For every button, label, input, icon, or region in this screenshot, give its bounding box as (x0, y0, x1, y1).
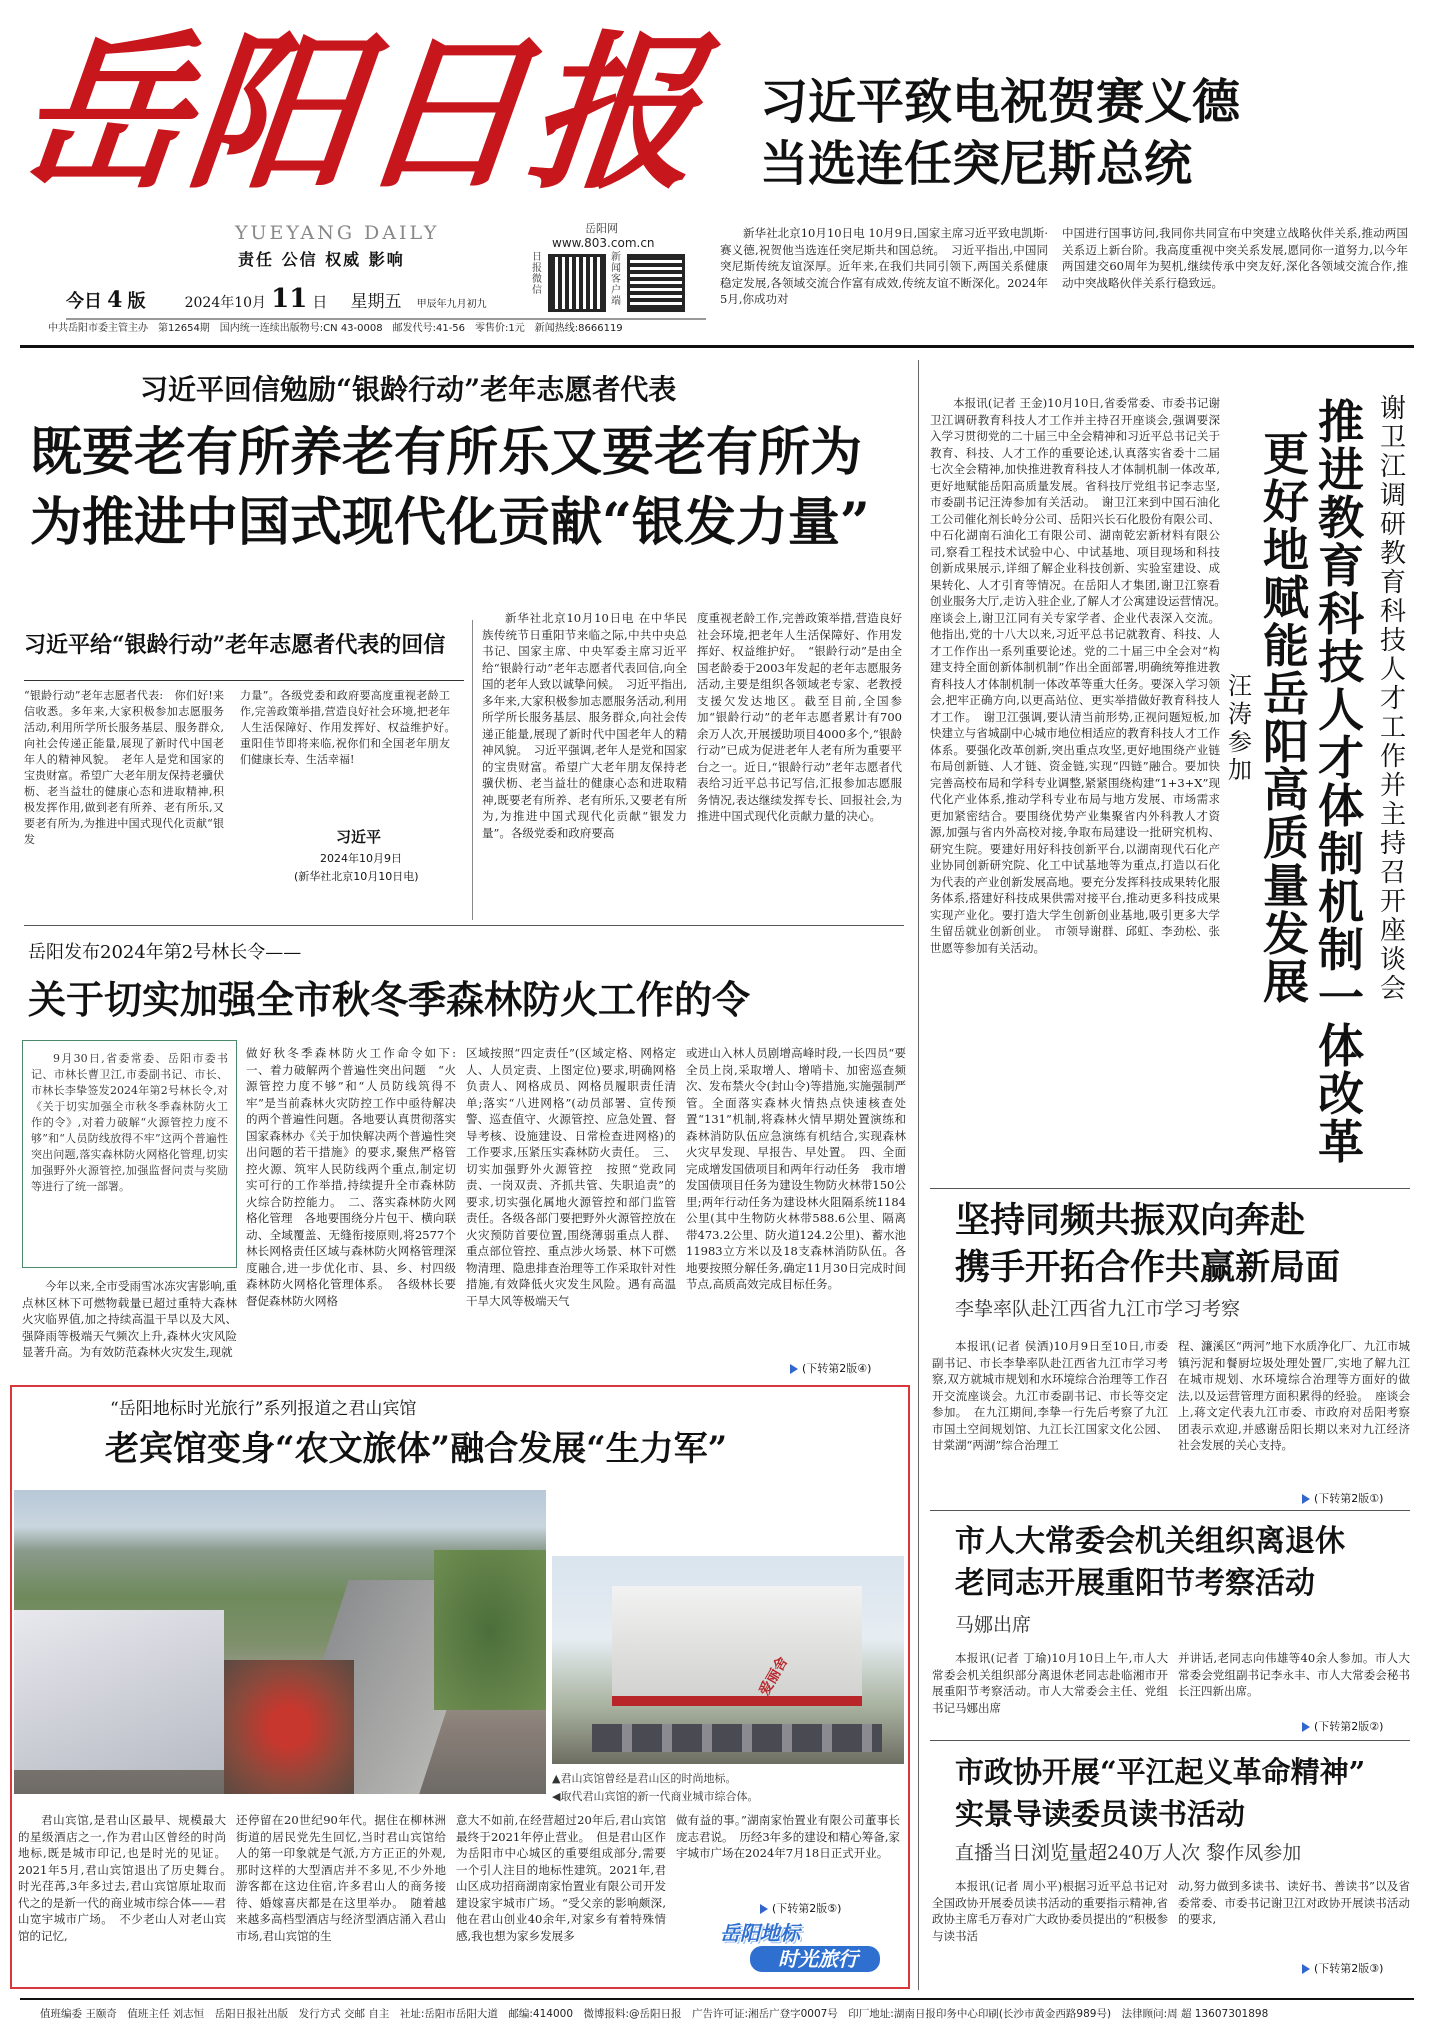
hotel-building (612, 1586, 862, 1706)
feature-caption-2: ◀取代君山宾馆的新一代商业城市综合体。 (552, 1790, 759, 1803)
footer-rule (20, 1998, 1414, 2000)
npc-continue[interactable] (1302, 1718, 1383, 1734)
cppcc-sub: 直播当日浏览量超240万人次 黎作凤参加 (955, 1842, 1302, 1864)
site-label: 岳阳网 (585, 222, 618, 235)
cppcc-title-2: 实景导读委员读书活动 (955, 1797, 1246, 1831)
npc-continue-label: (下转第2版②) (1314, 1720, 1384, 1733)
coop-continue-label: (下转第2版①) (1314, 1492, 1384, 1505)
letter-signature: 习近平 (336, 828, 382, 846)
letter-col2: 力量”。各级党委和政府要高度重视老龄工作,完善政策举措,营造良好社会环境,把老年人生活保障好、作用发挥好、权益维护好。 重阳佳节即将来临,祝你们和全国老年朋友们健康长寿、生活幸福! (240, 689, 461, 766)
cppcc-title-1: 市政协开展“平江起义革命精神” (955, 1755, 1366, 1789)
npc-title-1: 市人大常委会机关组织离退休 (955, 1524, 1345, 1559)
qr-label-weixin: 日报微信 (532, 252, 542, 296)
feature-col2: 还停留在20世纪90年代。据住在柳林洲街道的居民党先生回忆,当时君山宾馆给人的第一印象就是气派,方方正正的外观,那时这样的大型酒店并不多见,不少外地游客都在这边住宿,许多君山人的商务接待、婚嫁喜庆都是在这里举办。 随着越来越多高档型酒店与经济型酒店涌入君山市场,君山宾馆的生 (236, 1813, 446, 1943)
lead-kicker: 习近平回信勉励“银龄行动”老年志愿者代表 (140, 373, 677, 406)
coop-continue[interactable] (1302, 1490, 1383, 1506)
forest-col3: 区域按照“四定责任”(区域定格、网格定人、人员定责、上图定位)要求,明确网格负责人、网格成员、网格员履职责任清单;落实“八进网格”(动员部署、宣传预警、巡查值守、火源管控、应急处置、督导考核、设施建设、日常检查进网格)的工作要求,压紧压实森林防火责任。 三、切实加强野外火源管控 按照“党政同责、一岗双责、齐抓共管、失职追责”的要求,切实强化属地火源管控和部门监管责任。各级各部门要把野外火源管控放在火灾预防首要位置,围绕薄弱重点人群、重点部位管控、重点涉火场景、林下可燃物清理、隐患排查治理等工作采取针对性措施,有效降低火灾发生风险。遇有高温干旱大风等极端天气 (466, 1046, 676, 1308)
lead-col1: 新华社北京10月10日电 在中华民族传统节日重阳节来临之际,中共中央总书记、国家主席、中央军委主席习近平给“银龄行动”老年志愿者代表回信,向全国的老年人致以诚挚问候。 习近平指出,多年来,大家积极参加志愿服务活动,利用所学所长服务基层、服务群众,向社会传递正能量,展现了新时代中国老年人的精神风貌。 习近平强调,老年人是党和国家的宝贵财富。希望广大老年朋友保持老骥伏枥、老当益壮的健康心态和进取精神,既要老有所养、老有所乐,又要老有所为,为推进中国式现代化贡献“银发力量”。各级党委和政府要高 (482, 611, 687, 840)
letter-rule (24, 680, 464, 681)
npc-col1: 本报讯(记者 丁瑜)10月10日上午,市人大常委会机关组织部分离退休老同志赴临湘市开展重阳节考察活动。市人大常委会主任、党组书记马娜出席 (932, 1651, 1168, 1715)
forest-col4: 或进山入林人员剧增高峰时段,一长四员“要全员上岗,采取增人、增哨卡、加密巡查频次、发布禁火令(封山令)等措施,实施强制严管。全面落实森林火情热点快速核查处置“131”机制,将森林火情早期处置演练和森林消防队伍应急演练有机结合,实现森林火灾早发现、早报告、早处置。 四、全面完成增发国债项目和两年行动任务 我市增发国债项目任务为建设生物防火林带150公里;两年行动任务为建设林火阻隔系统1184公里(其中生物防火林带588.6公里、隔离带473.2公里、防火道124.2公里)、蓄水池11983立方米以及18支森林消防队伍。各地要按照分解任务,确定11月30日完成时间节点,高质高效完成目标任务。 (686, 1046, 906, 1291)
lead-column-rule (472, 620, 473, 920)
forest-box (22, 1040, 237, 1268)
continue-arrow-icon (790, 1364, 798, 1374)
right-story-title-2: 更好地赋能岳阳高质量发展 (1263, 427, 1309, 1009)
cppcc-continue-label: (下转第2版③) (1314, 1962, 1384, 1975)
npc-col2: 并讲话,老同志向伟雄等40余人参加。市人大常委会党组副书记李永丰、市人大常委会秘书长汪四新出席。 (1178, 1651, 1410, 1698)
lead-title-2: 为推进中国式现代化贡献“银发力量” (30, 492, 870, 553)
qr-code-client[interactable] (627, 254, 685, 312)
feature-title: 老宾馆变身“农文旅体”融合发展“生力军” (105, 1429, 728, 1469)
site-url[interactable]: www.803.com.cn (552, 236, 655, 250)
npc-sub: 马娜出席 (955, 1614, 1032, 1636)
masthead (0, 0, 1434, 345)
npc-bottom-rule (930, 1740, 1410, 1741)
top-story-title-1: 习近平致电祝贺赛义德 (760, 74, 1241, 130)
forest-col2: 做好秋冬季森林防火工作命令如下: 一、着力破解两个普遍性突出问题 “火源管控力度不够”和“人员防线筑得不牢”是当前森林火灾防控工作中亟待解决的两个普遍性问题。各地要认真贯彻落实国家森林办《关于加快解决两个普遍性突出问题的若干措施》的要求,聚焦严格管控火源、筑牢人民防线两个重点,制定切实可行的工作举措,持续提升全市森林防火综合防控能力。 二、落实森林防火网格化管理 各地要围绕分片包干、横向联动、全域覆盖、无缝衔接原则,将2577个林长网格责任区域与森林防火网格管理深度融合,进一步优化市、县、乡、村四级森林防火网格化管理体系。 各级林长要督促森林防火网格 (246, 1046, 468, 1308)
brand-line-2: 时光旅行 (750, 1946, 880, 1972)
aerial-crowd (224, 1660, 354, 1794)
brand-line-1: 岳阳地标 (720, 1921, 800, 1945)
right-story-col-top: 本报讯(记者 王金)10月10日,省委常委、市委书记谢卫江调研教育科技人才工作并主持召开座谈会,强调要深入学习贯彻党的二十届三中全会精神和习近平总书记关于教育、科技、人才工作的重要论述,认真落实省委十二届七次全会精神,加快推进教育科技人才体制机制一体改革,更好地赋能岳阳高质量发展。省科技厅党组书记李志坚,市委副书记汪涛参加有关活动。 谢卫江来到中国石油化工公司催化剂长岭分公司、岳阳兴长石化股份有限公司、中石化湖南石油化工有限公司、湖南乾宏新材料有限公司,察看工程技术试验中心、中试基地、项目现场和科技创新成果展示,详细了解企业科技创新、实验室建设、成果转化、人才引育等情况。在岳阳人才集团,谢卫江察看创业服务大厅,走访入驻企业,了解人才公寓建设运营情况。 座谈会上,谢卫江同有关专家学者、企业代表深入交流。他指出,党的十八大以来,习近平总书记就教育、科技、人才工作作出一系列重要论述。党的二十届三中全会对“构建支持全面创新体制机制”作出全面部署,明确统筹推进教育科技人才体制机制一体改革等重大任务。要深入学习领会,把牢正确方向,以更高站位、更实举措做好教育科技人才工作。 谢卫江强调,要认清当前形势,正视问题短板,加快建立与省城副中心城市地位相适应的教育科技人才工作体系。要强化改革创新,突出重点攻坚,更好地围绕产业链布局创新链、人才链、资金链,实现“四链”融合。要加快完善高校布局和学科专业调整,紧紧围绕构建“1+3+X”现代化产业体系,推动学科专业布局与地方发展、市场需求更加紧密结合。要围绕优势产业集聚省内外科教人才资源,加强与省内外高校对接,争取布局建设一批研究机构、研究生院。要建好用好科技创新平台,以湖南现代石化产业协同创新研究院、化工中试基地等为重点,打造以石化为代表的产业创新发展高地。要充分发挥科技成果转化服务体系,搭建好科技成果供需对接平台,推动更多科技成果实现产业化。要打造大学生创新创业基地,吸引更多大学生留岳就业创新创业。 市领导谢群、邱虹、李劲松、张世愿等参加有关活动。 (930, 396, 1232, 955)
publisher-line: 中共岳阳市委主管主办 第12654期 国内统一连续出版物号:CN 43-0008 邮发代号:41-56 零售价:1元 新闻热线:8666119 (48, 323, 623, 334)
weekday: 星期五 (350, 292, 402, 312)
top-story-col1: 新华社北京10月10日电 10月9日,国家主席习近平致电凯斯·赛义德,祝贺他当选连任突尼斯共和国总统。 习近平指出,中国同突尼斯传统友谊深厚。近年来,在我们共同引领下,两国关系健康稳定发展,各领域交流合作富有成效,传统友谊不断深化。2024年5月,你成功对 (720, 226, 1048, 306)
coop-title-1: 坚持同频共振双向奔赴 (955, 1200, 1306, 1241)
date-year-month: 2024年10月 (184, 295, 267, 311)
right-story-sub: 汪涛参加 (1228, 672, 1252, 784)
feature-aerial-photo (14, 1490, 546, 1794)
date-bar (66, 284, 487, 314)
masthead-bottom-rule (20, 345, 1414, 348)
forest-kicker: 岳阳发布2024年第2号林长令—— (28, 942, 302, 963)
date-day-suffix: 日 (312, 293, 328, 311)
top-story-col2: 中国进行国事访问,我同你共同宣布中突建立战略伙伴关系,推动两国关系迈上新台阶。我高度重视中突关系发展,愿同你一道努力,以今年两国建交60周年为契机,继续传承中突友好,深化各领域交流合作,推动中突战略伙伴关系行稳致远。 (1062, 226, 1408, 290)
npc-title-2: 老同志开展重阳节考察活动 (955, 1566, 1315, 1601)
hotel-cars (592, 1724, 882, 1752)
letter-title: 习近平给“银龄行动”老年志愿者代表的回信 (24, 632, 446, 658)
cppcc-continue[interactable] (1302, 1960, 1383, 1976)
feature-caption-1: ▲君山宾馆曾经是君山区的时尚地标。 (552, 1772, 737, 1785)
date-day: 11 (271, 284, 308, 314)
aerial-trees (434, 1550, 546, 1710)
today-suffix: 版 (127, 291, 146, 312)
footer-text: 值班编委 王颐奇 值班主任 刘志恒 岳阳日报社出版 发行方式 交邮 自主 社址:岳阳市岳阳大道 邮编:414000 微博报料:@岳阳日报 广告许可证:湘岳广登字0007号 印厂地址:湖南日报印务中心印刷(长沙市黄金西路989号) 法律顾问:周 超 13607301898 (40, 2008, 1269, 2020)
cppcc-col1: 本报讯(记者 周小平)根据习近平总书记对全国政协开展委员读书活动的重要指示精神,省政协主席毛万春对广大政协委员提出的“积极参与读书活 (932, 1879, 1168, 1943)
right-column-rule (918, 360, 919, 1990)
masthead-divider (66, 318, 706, 320)
qr-label-client: 新闻客户端 (611, 252, 621, 307)
forest-continue[interactable] (790, 1360, 871, 1376)
feature-kicker: “岳阳地标时光旅行”系列报道之君山宾馆 (110, 1399, 417, 1419)
today-count: 4 (107, 287, 123, 313)
aerial-building (14, 1610, 224, 1770)
letter-source: (新华社北京10月10日电) (294, 870, 419, 883)
lead-bottom-rule (24, 925, 904, 926)
today-prefix: 今日 (66, 291, 102, 312)
feature-col1: 君山宾馆,是君山区最早、规模最大的星级酒店之一,作为君山区曾经的时尚地标,既是城市印记,也是时光的见证。2021年5月,君山宾馆退出了历史舞台。 时光荏苒,3年多过去,君山宾馆原址取而代之的是新一代的商业城市综合体——君山宽宇城市广场。 不少老山人对老山宾馆的记忆, (18, 1813, 238, 1943)
masthead-motto: 责任 公信 权威 影响 (238, 250, 405, 269)
right-story-bottom-rule (930, 1188, 1410, 1189)
forest-continue-label: (下转第2版④) (802, 1362, 872, 1375)
letter-date: 2024年10月9日 (320, 852, 402, 865)
continue-arrow-icon (1302, 1964, 1310, 1974)
cppcc-col2: 动,努力做到多读书、读好书、善读书”以及省委常委、市委书记谢卫江对政协开展读书活动的要求, (1178, 1879, 1410, 1926)
masthead-english: YUEYANG DAILY (235, 222, 440, 244)
feature-col3: 意大不如前,在经营超过20年后,君山宾馆最终于2021年停止营业。 但是君山区作为岳阳市中心城区的重要组成部分,需要一个引人注目的地标性建筑。2021年,君山区成功招商湖南家怡置业有限公司开发建设家宇城市广场。“受父亲的影响颇深,他在君山创业40余年,对家乡有着特殊情感,我也想为家乡发展多 (456, 1813, 666, 1943)
right-story-title-1: 推进教育科技人才体制机制一体改革 (1318, 395, 1364, 1169)
feature-brand-logo (720, 1920, 890, 1980)
coop-col1: 本报讯(记者 侯洒)10月9日至10日,市委副书记、市长李挚率队赴江西省九江市学习考察,双方就城市规划和水环境综合治理等工作召开交流座谈会。九江市委副书记、市长等交定参加。 在九江期间,李挚一行先后考察了九江市国土空间规划馆、九江长江国家文化公园、甘棠湖“两湖”综合治理工 (932, 1339, 1168, 1452)
letter-col1: “银龄行动”老年志愿者代表: 你们好!来信收悉。多年来,大家积极参加志愿服务活动,利用所学所长服务基层、服务群众,向社会传递正能量,展现了新时代中国老年人的精神风貌。 老年人是党和国家的宝贵财富。希望广大老年朋友保持老骥伏枥、老当益壮的健康心态和进取精神,积极发挥作用,做到老有所养、老有所乐,又要老有所为,为推进中国式现代化贡献“银发 (24, 689, 224, 846)
lead-title-1: 既要老有所养老有所乐又要老有所为 (30, 422, 863, 483)
forest-box-text: 9月30日,省委常委、岳阳市委书记、市林长曹卫江,市委副书记、市长、市林长李挚签发2024年第2号林长令,对《关于切实加强全市秋冬季森林防火工作的令》,对着力破解“火源管控力度不够”和“人员防线放得不牢”这两个普遍性突出问题,落实森林防火网格化管理,切实加强野外火源管控,加强监督问责与奖励等进行了统一部署。 (31, 1052, 228, 1193)
lead-col2: 度重视老龄工作,完善政策举措,营造良好社会环境,把老年人生活保障好、作用发挥好、权益维护好。 “银龄行动”是由全国老龄委于2003年发起的老年志愿服务活动,主要是组织各领域老专家、老教授支援欠发达地区。截至目前,全国参加“银龄行动”的老年志愿者累计有700余万人次,开展援助项目4000多个,“银龄行动”已成为促进老年人老有所为重要平台之一。近日,“银龄行动”老年志愿者代表给习近平总书记写信,汇报参加志愿服务情况,表达继续发挥专长、回报社会,为推进中国式现代化贡献力量的决心。 (697, 611, 902, 823)
continue-arrow-icon (1302, 1494, 1310, 1504)
feature-continue-label: (下转第2版⑤) (772, 1902, 842, 1915)
coop-bottom-rule (930, 1510, 1410, 1511)
feature-hotel-photo (552, 1556, 904, 1764)
feature-col4: 做有益的事。”湖南家怡置业有限公司董事长庞志君说。 历经3年多的建设和精心筹备,家宇城市广场在2024年7月18日正式开业。 (676, 1813, 900, 1860)
coop-col2: 程、濂溪区“两河”地下水质净化厂、九江市城镇污泥和餐厨垃圾处理处置厂,实地了解九江在城市规划、水环境综合治理等方面好的做法,以及运营管理方面积累得的经验。 座谈会上,蒋文定代表九江市委、市政府对岳阳考察团表示欢迎,并感谢岳阳长期以来对九江经济社会发展的关心支持。 (1178, 1339, 1410, 1452)
continue-arrow-icon (1302, 1722, 1310, 1732)
masthead-logo: 岳阳日报 (9, 14, 711, 212)
coop-sub: 李挚率队赴江西省九江市学习考察 (955, 1298, 1241, 1320)
qr-code-weixin[interactable] (548, 254, 606, 312)
feature-continue[interactable] (760, 1900, 841, 1916)
coop-title-2: 携手开拓合作共赢新局面 (955, 1247, 1341, 1288)
continue-arrow-icon (760, 1904, 768, 1914)
lunar-date: 甲辰年九月初九 (416, 299, 487, 310)
right-story-kicker: 谢卫江调研教育科技人才工作并主持召开座谈会 (1380, 394, 1407, 1004)
forest-col1: 今年以来,全市受雨雪冰冻灾害影响,重点林区林下可燃物载量已超过重特大森林火灾临界值,加之持续高温干旱以及大风、强降雨等极端天气频次上升,森林火灾风险显著升高。为有效防范森林火灾发生,现就 (22, 1279, 237, 1359)
forest-title: 关于切实加强全市秋冬季森林防火工作的令 (28, 977, 751, 1022)
hotel-sign: 爱丽舍 (756, 1654, 792, 1699)
top-story-title-2: 当选连任突尼斯总统 (760, 136, 1193, 192)
